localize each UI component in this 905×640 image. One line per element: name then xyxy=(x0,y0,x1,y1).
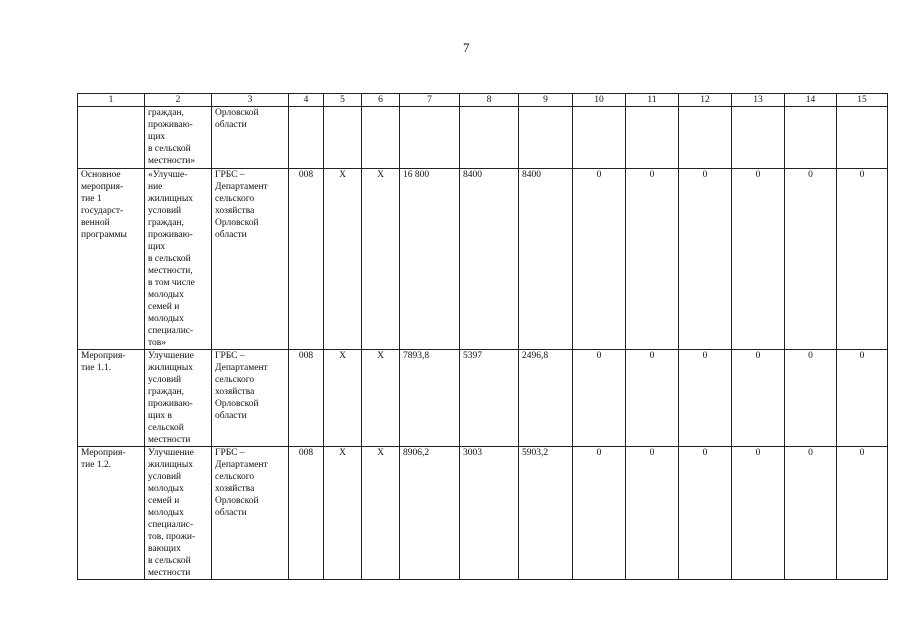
measure-description-cell xyxy=(145,107,212,169)
measure-description-cell xyxy=(145,350,212,447)
cell-text-line: вающих xyxy=(148,544,181,554)
cell-text-line: проживаю- xyxy=(148,230,193,240)
value-cell-col-14 xyxy=(785,107,837,169)
page-number: 7 xyxy=(463,40,470,55)
cell-text-line: Улучшение xyxy=(148,448,194,458)
cell-text-line: молодых xyxy=(148,484,184,494)
cell-text-line: щих xyxy=(148,242,166,252)
cell-text-line: граждан, xyxy=(148,218,184,228)
value-cell-col-9: 2496,8 xyxy=(519,350,573,447)
column-number-15: 15 xyxy=(837,94,888,107)
value-cell-col-6: X xyxy=(362,169,400,350)
responsible-cell xyxy=(212,447,289,580)
value-cell-col-10: 0 xyxy=(573,169,626,350)
table-row xyxy=(78,169,888,350)
value-cell-col-4: 008 xyxy=(289,350,324,447)
value-cell-col-5 xyxy=(324,107,362,169)
measure-name-cell xyxy=(78,107,145,169)
cell-text-line: проживаю- xyxy=(148,120,193,130)
cell-text-line: тие 1.1. xyxy=(81,363,112,373)
cell-text-line: области xyxy=(215,508,247,518)
cell-text-line: молодых xyxy=(148,290,184,300)
cell-text-line: молодых xyxy=(148,314,184,324)
cell-text-line: семей и xyxy=(148,496,180,506)
responsible-cell xyxy=(212,169,289,350)
cell-text-line: ние xyxy=(148,182,163,192)
value-cell-col-7: 16 800 xyxy=(400,169,460,350)
cell-text-line: Мероприя- xyxy=(81,448,126,458)
measure-name-cell xyxy=(78,447,145,580)
value-cell-col-11: 0 xyxy=(626,350,679,447)
cell-text-line: Орловской xyxy=(215,218,259,228)
value-cell-col-4: 008 xyxy=(289,447,324,580)
column-number-13: 13 xyxy=(732,94,785,107)
value-cell-col-12: 0 xyxy=(679,350,732,447)
value-cell-col-15: 0 xyxy=(837,350,888,447)
cell-text-line: условий xyxy=(148,472,182,482)
value-cell-col-6 xyxy=(362,107,400,169)
cell-text-line: местности» xyxy=(148,156,196,166)
cell-text-line: области xyxy=(215,120,247,130)
value-cell-col-8: 5397 xyxy=(460,350,519,447)
cell-text-line: проживаю- xyxy=(148,399,193,409)
cell-text-line: хозяйства xyxy=(215,206,255,216)
value-cell-col-12: 0 xyxy=(679,447,732,580)
value-cell-col-12 xyxy=(679,107,732,169)
table-row xyxy=(78,350,888,447)
cell-text-line: сельской xyxy=(148,423,184,433)
column-number-7: 7 xyxy=(400,94,460,107)
cell-text-line: жилищных xyxy=(148,460,194,470)
value-cell-col-8 xyxy=(460,107,519,169)
cell-text-line: тие 1 xyxy=(81,194,102,204)
cell-text-line: сельского xyxy=(215,375,255,385)
cell-text-line: Основное xyxy=(81,170,121,180)
cell-text-line: местности xyxy=(148,435,191,445)
cell-text-line: тие 1.2. xyxy=(81,460,112,470)
value-cell-col-10: 0 xyxy=(573,350,626,447)
value-cell-col-11 xyxy=(626,107,679,169)
column-number-6: 6 xyxy=(362,94,400,107)
column-number-3: 3 xyxy=(212,94,289,107)
table-row xyxy=(78,447,888,580)
value-cell-col-5: X xyxy=(324,169,362,350)
cell-text-line: Орловской xyxy=(215,496,259,506)
cell-text-line: хозяйства xyxy=(215,484,255,494)
cell-text-line: Орловской xyxy=(215,399,259,409)
value-cell-col-13: 0 xyxy=(732,169,785,350)
value-cell-col-13: 0 xyxy=(732,447,785,580)
value-cell-col-8: 3003 xyxy=(460,447,519,580)
value-cell-col-11: 0 xyxy=(626,447,679,580)
value-cell-col-4: 008 xyxy=(289,169,324,350)
cell-text-line: местности, xyxy=(148,266,193,276)
value-cell-col-7: 7893,8 xyxy=(400,350,460,447)
value-cell-col-9: 5903,2 xyxy=(519,447,573,580)
value-cell-col-15: 0 xyxy=(837,447,888,580)
table-row xyxy=(78,107,888,169)
cell-text-line: Департамент xyxy=(215,363,268,373)
cell-text-line: программы xyxy=(81,230,127,240)
cell-text-line: сельского xyxy=(215,194,255,204)
value-cell-col-13: 0 xyxy=(732,350,785,447)
cell-text-line: венной xyxy=(81,218,110,228)
value-cell-col-4 xyxy=(289,107,324,169)
cell-text-line: Улучшение xyxy=(148,351,194,361)
value-cell-col-6: X xyxy=(362,350,400,447)
cell-text-line: условий xyxy=(148,206,182,216)
cell-text-line: в сельской xyxy=(148,144,191,154)
cell-text-line: в том числе xyxy=(148,278,195,288)
value-cell-col-15 xyxy=(837,107,888,169)
value-cell-col-10 xyxy=(573,107,626,169)
cell-text-line: тов» xyxy=(148,338,167,348)
cell-text-line: тов, прожи- xyxy=(148,532,196,542)
cell-text-line: сельского xyxy=(215,472,255,482)
value-cell-col-12: 0 xyxy=(679,169,732,350)
cell-text-line: специалис- xyxy=(148,520,194,530)
cell-text-line: ГРБС – xyxy=(215,351,245,361)
value-cell-col-10: 0 xyxy=(573,447,626,580)
column-number-10: 10 xyxy=(573,94,626,107)
column-number-11: 11 xyxy=(626,94,679,107)
value-cell-col-5: X xyxy=(324,350,362,447)
value-cell-col-8: 8400 xyxy=(460,169,519,350)
program-funding-table xyxy=(77,93,888,580)
cell-text-line: «Улучше- xyxy=(148,170,188,180)
cell-text-line: специалис- xyxy=(148,326,194,336)
cell-text-line: в сельской xyxy=(148,556,191,566)
cell-text-line: семей и xyxy=(148,302,180,312)
cell-text-line: местности xyxy=(148,568,191,578)
cell-text-line: жилищных xyxy=(148,194,194,204)
cell-text-line: граждан, xyxy=(148,108,184,118)
cell-text-line: Департамент xyxy=(215,182,268,192)
value-cell-col-11: 0 xyxy=(626,169,679,350)
cell-text-line: ГРБС – xyxy=(215,448,245,458)
cell-text-line: хозяйства xyxy=(215,387,255,397)
cell-text-line: молодых xyxy=(148,508,184,518)
cell-text-line: области xyxy=(215,411,247,421)
value-cell-col-5: X xyxy=(324,447,362,580)
column-number-row xyxy=(78,94,888,107)
value-cell-col-7 xyxy=(400,107,460,169)
measure-name-cell xyxy=(78,350,145,447)
cell-text-line: щих xyxy=(148,132,166,142)
cell-text-line: государст- xyxy=(81,206,124,216)
cell-text-line: ГРБС – xyxy=(215,170,245,180)
value-cell-col-7: 8906,2 xyxy=(400,447,460,580)
measure-description-cell xyxy=(145,169,212,350)
column-number-9: 9 xyxy=(519,94,573,107)
measure-description-cell xyxy=(145,447,212,580)
value-cell-col-9: 8400 xyxy=(519,169,573,350)
cell-text-line: мероприя- xyxy=(81,182,124,192)
cell-text-line: Мероприя- xyxy=(81,351,126,361)
value-cell-col-14: 0 xyxy=(785,169,837,350)
cell-text-line: граждан, xyxy=(148,387,184,397)
column-number-2: 2 xyxy=(145,94,212,107)
cell-text-line: жилищных xyxy=(148,363,194,373)
measure-name-cell xyxy=(78,169,145,350)
responsible-cell xyxy=(212,350,289,447)
cell-text-line: Департамент xyxy=(215,460,268,470)
column-number-8: 8 xyxy=(460,94,519,107)
column-number-1: 1 xyxy=(78,94,145,107)
value-cell-col-9 xyxy=(519,107,573,169)
cell-text-line: области xyxy=(215,230,247,240)
responsible-cell xyxy=(212,107,289,169)
cell-text-line: Орловской xyxy=(215,108,259,118)
column-number-14: 14 xyxy=(785,94,837,107)
column-number-5: 5 xyxy=(324,94,362,107)
cell-text-line: условий xyxy=(148,375,182,385)
value-cell-col-6: X xyxy=(362,447,400,580)
value-cell-col-13 xyxy=(732,107,785,169)
column-number-12: 12 xyxy=(679,94,732,107)
value-cell-col-15: 0 xyxy=(837,169,888,350)
cell-text-line: в сельской xyxy=(148,254,191,264)
value-cell-col-14: 0 xyxy=(785,447,837,580)
value-cell-col-14: 0 xyxy=(785,350,837,447)
column-number-4: 4 xyxy=(289,94,324,107)
cell-text-line: щих в xyxy=(148,411,173,421)
